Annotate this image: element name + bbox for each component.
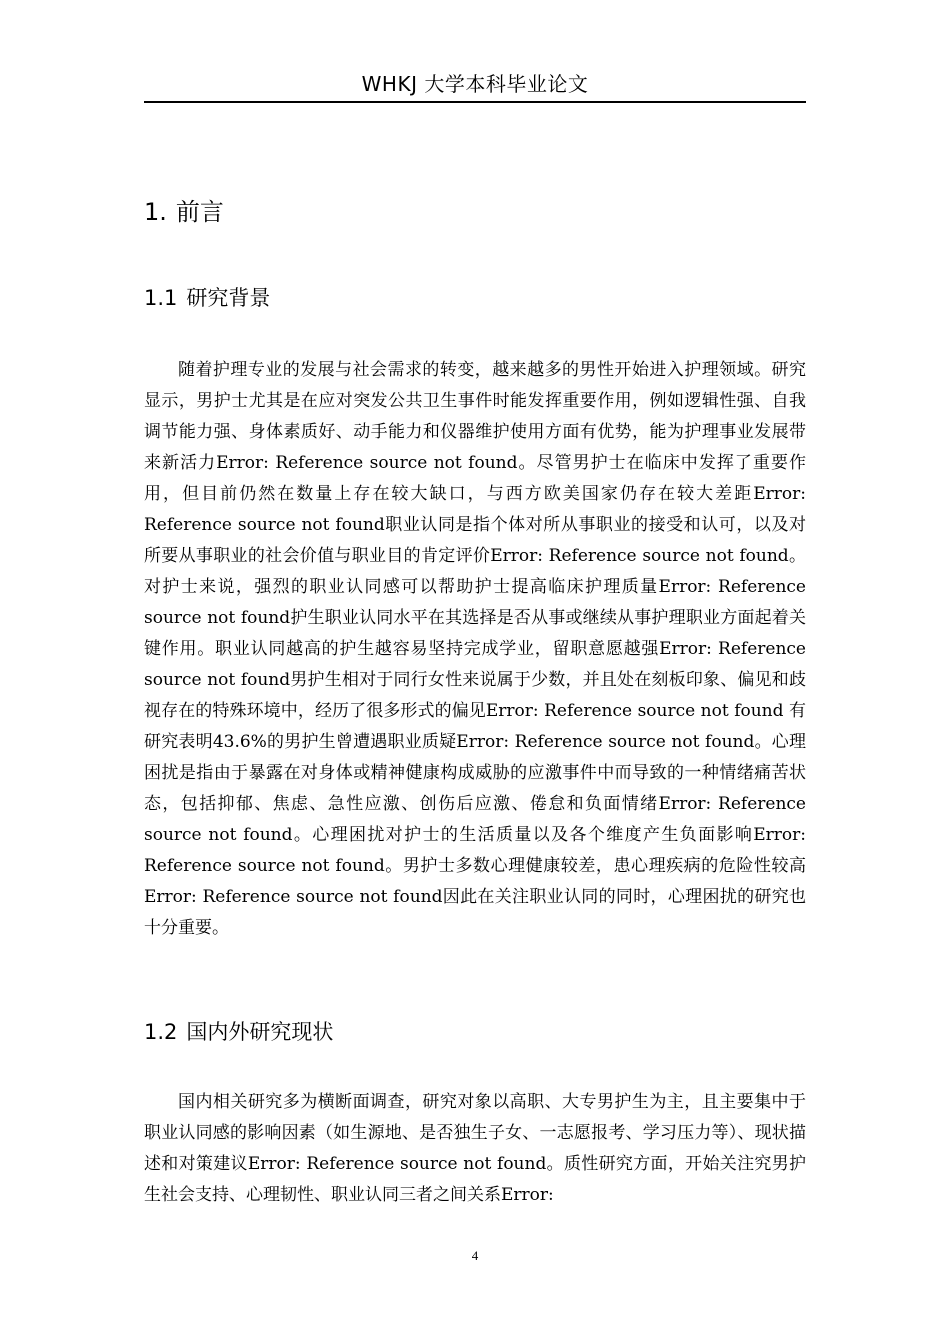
running-header: WHKJ 大学本科毕业论文 (361, 72, 589, 96)
section-heading-research-background (144, 284, 270, 312)
section-number: 1.2 (144, 1020, 178, 1044)
section-number: 1.1 (144, 286, 178, 310)
section-title-text: 研究背景 (186, 286, 271, 310)
body-paragraph-background: 随着护理专业的发展与社会需求的转变，越来越多的男性开始进入护理领域。研究显示，男护士尤其是在应对突发公共卫生事件时能发挥重要作用，例如逻辑性强、自我调节能力强、身体素质好、动手能力和仪器维护使用方面有优势，能为护理事业发展带来新活力Error: Reference source not found。尽管男护士在临床中发挥了重要作用，但目前仍然在数量上存在较大缺口，与西方欧美国家仍存在较大差距Error: Reference source not found职业认同是指个体对所从事职业的接受和认可，以及对所要从事职业的社会价值与职业目的肯定评价Error: Reference source not found。对护士来说，强烈的职业认同感可以帮助护士提高临床护理质量Error: Reference source not found护生职业认同水平在其选择是否从事或继续从事护理职业方面起着关键作用。职业认同越高的护生越容易坚持完成学业，留职意愿越强Error: Reference source not found男护生相对于同行女性来说属于少数，并且处在刻板印象、偏见和歧视存在的特殊环境中，经历了很多形式的偏见Error: Reference source not found 有研究表明43.6%的男护生曾遭遇职业质疑Error: Reference source not found。心理困扰是指由于暴露在对身体或精神健康构成威胁的应激事件中而导致的一种情绪痛苦状态，包括抑郁、焦虑、急性应激、创伤后应激、倦怠和负面情绪Error: Reference source not found。心理困扰对护士的生活质量以及各个维度产生负面影响Error: Reference source not found。男护士多数心理健康较差，患心理疾病的危险性较高Error: Reference source not found因此在关注职业认同的同时，心理困扰的研究也十分重要。 (144, 360, 806, 938)
chapter-number: 1. (144, 198, 167, 226)
chapter-title-text: 前言 (175, 198, 224, 226)
section-heading-research-status (144, 1018, 333, 1046)
chapter-heading (144, 196, 224, 228)
header-rule (144, 101, 806, 103)
page-number: 4 (471, 1248, 479, 1263)
body-paragraph-research-status: 国内相关研究多为横断面调查，研究对象以高职、大专男护生为主，且主要集中于职业认同感的影响因素（如生源地、是否独生子女、一志愿报考、学习压力等）、现状描述和对策建议Error: Reference source not found。质性研究方面，开始关注究男护生社会支持、心理韧性、职业认同三者之间关系Error: (144, 1092, 806, 1205)
section-title-text: 国内外研究现状 (186, 1020, 334, 1044)
